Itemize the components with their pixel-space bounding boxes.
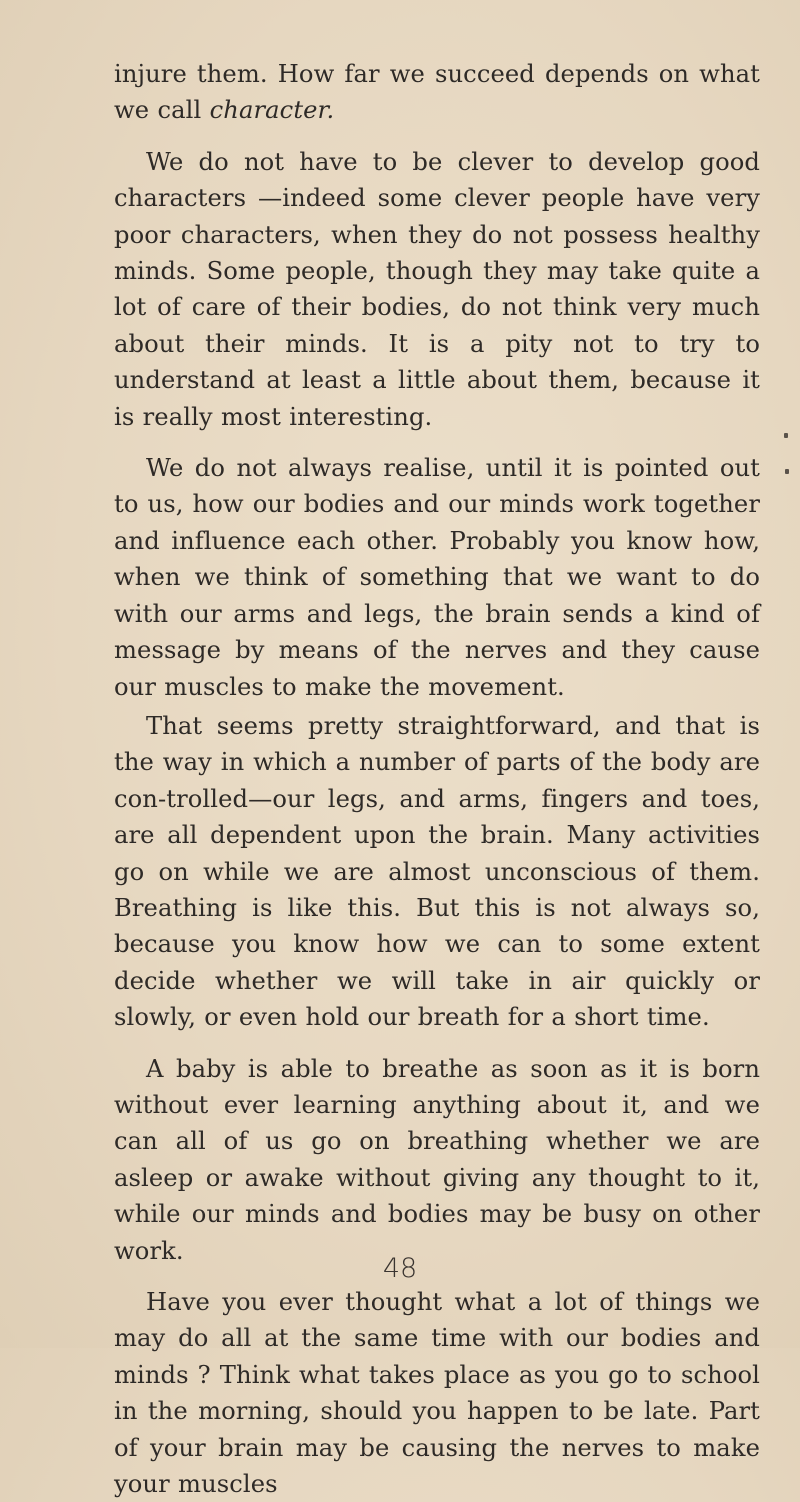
paragraph-bodies-and-minds: We do not always realise, until it is pointed out to us, how our bodies and our minds work together and influence each other. Probably you know how, when we think of something that we want to do with our arms and legs, the brain sends a kind of message by means of the nerves and they cause our muscles to make the movement. (114, 454, 760, 701)
paragraph-continuation (114, 56, 760, 129)
margin-speck (785, 469, 789, 474)
paragraph-morning: Have you ever thought what a lot of things we may do all at the same time with our bodies and minds ? Think what takes place as you go to school in the morning, should you happen to be late. Part of your brain may be causing the nerves to make your muscles (114, 1288, 760, 1499)
paragraph-text: injure them. How far we succeed depends on what we call (114, 60, 760, 125)
paragraph-characters: We do not have to be clever to develop good characters —indeed some clever people have very poor characters, when they do not possess healthy minds. Some people, though they may take quite a lot of care of their bodies, do not think very much about their minds. It is a pity not to try to understand at least a little about them, because it is really most interesting. (114, 147, 760, 431)
book-page-text (114, 56, 760, 1502)
italic-term: character. (209, 96, 335, 125)
margin-speck (784, 433, 788, 438)
paragraph-baby: A baby is able to breathe as soon as it is born without ever learning anything about it, and we can all of us go on breathing whether we are asleep or awake without giving any thought to it, while our minds and bodies may be busy on other work. (114, 1054, 760, 1265)
paragraph-breathing: That seems pretty straightforward, and that is the way in which a number of parts of the body are con-trolled—our legs, and arms, fingers and toes, are all dependent upon the brain. Many activities go on while we are almost unconscious of them. Breathing is like this. But this is not always so, because you know how we can to some extent decide whether we will take in air quickly or slowly, or even hold our breath for a short time. (114, 711, 760, 1032)
page-number: 48 (382, 1253, 418, 1284)
